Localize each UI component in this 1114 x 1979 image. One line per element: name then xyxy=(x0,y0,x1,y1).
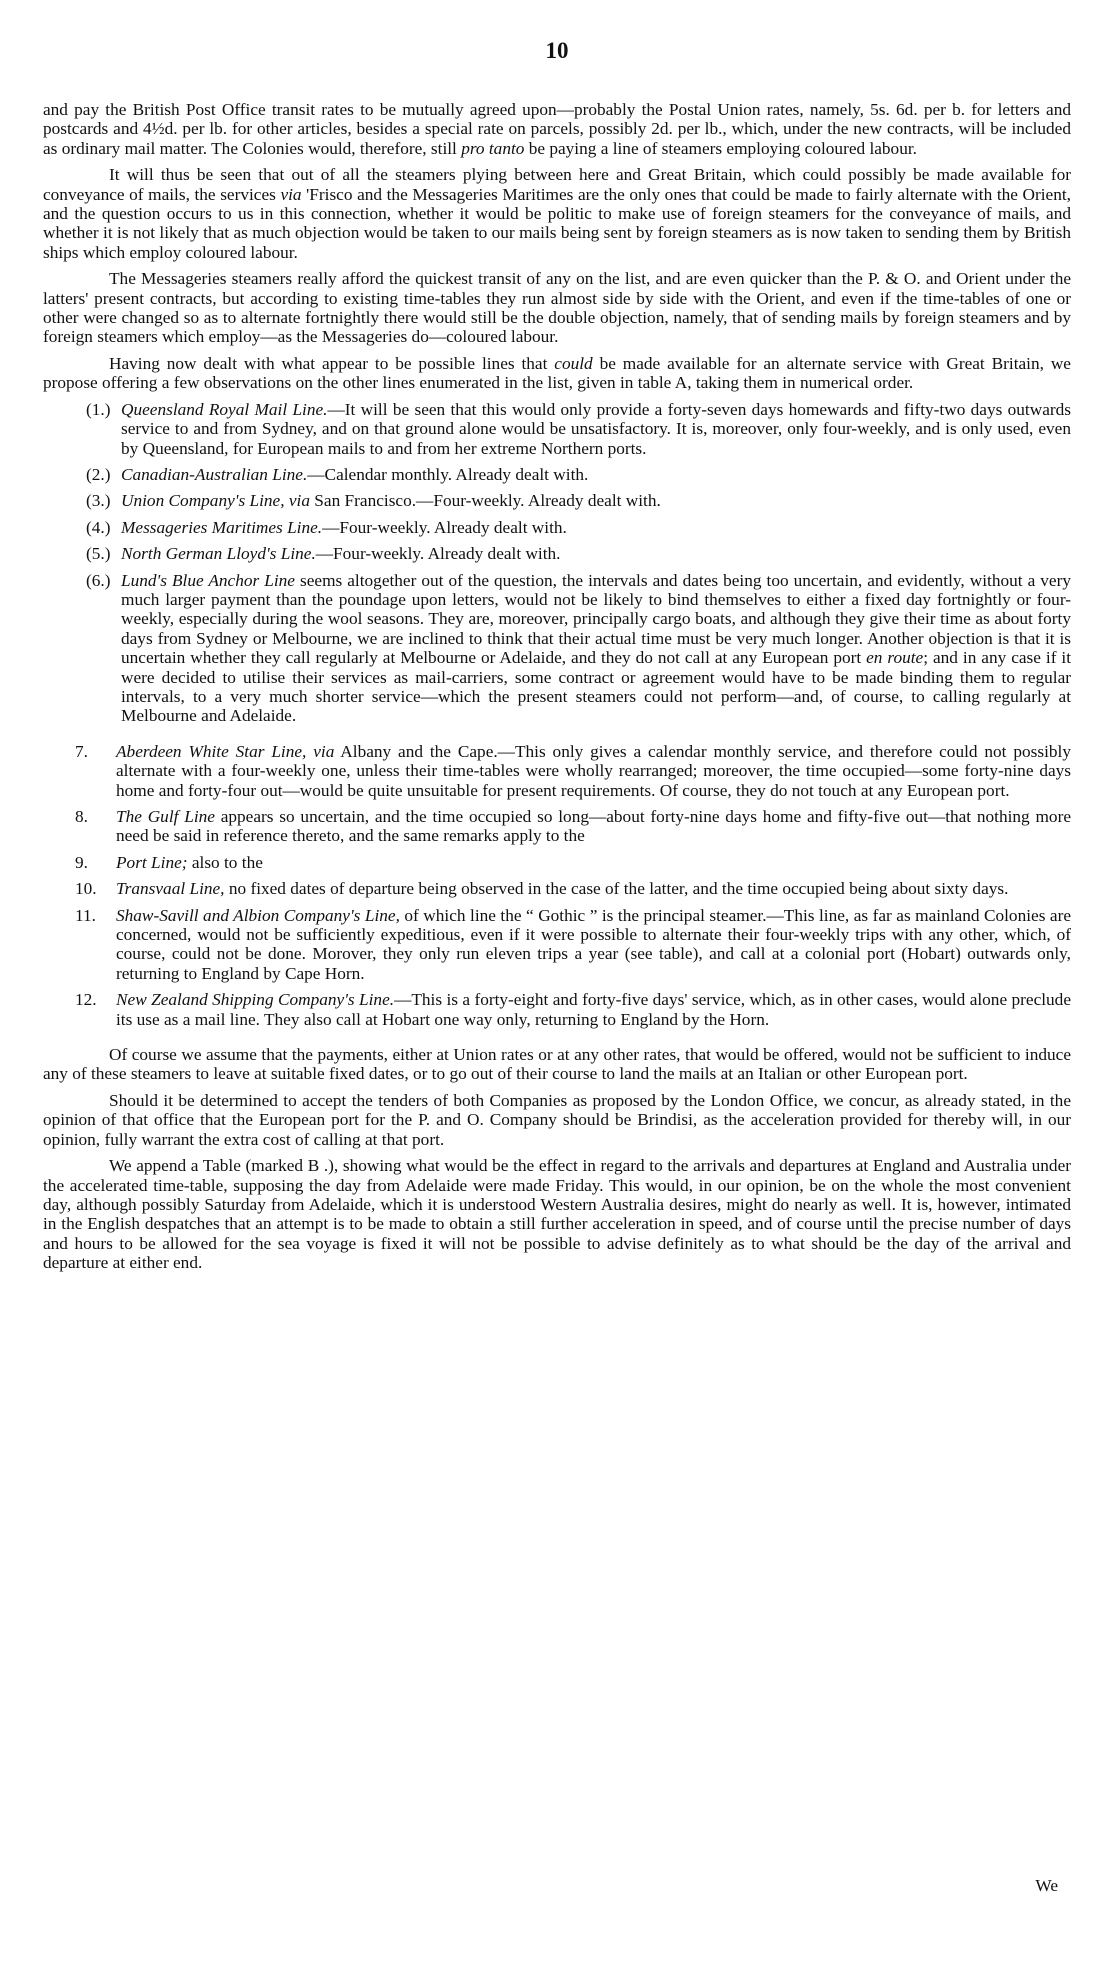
list-item xyxy=(43,906,1071,984)
item-text xyxy=(108,807,1071,846)
list-item xyxy=(43,400,1071,458)
item-number: 9. xyxy=(75,852,88,872)
item-number: 12. xyxy=(75,990,97,1010)
item-number: (2.) xyxy=(86,464,111,484)
italic-phrase: pro tanto xyxy=(461,138,525,158)
line-name: Lund's Blue Anchor Line xyxy=(121,570,295,590)
item-text xyxy=(108,853,1071,872)
catchword: We xyxy=(1035,1876,1058,1895)
paragraph-text: and pay the British Post Office transit rates to be mutually agreed upon—probably the Postal Union rates, namely, 5s. 6d. per b. for letters and postcards and 4½d. per lb. for other articles, besides a special rate on parcels, possibly 2d. per lb., which, under the new contracts, will be included as ordinary mail matter. The Colonies would, therefore, still xyxy=(43,100,1071,158)
body-text xyxy=(43,100,1071,1280)
item-text xyxy=(121,465,1071,484)
line-name: Canadian-Australian Line. xyxy=(121,464,308,484)
line-name: North German Lloyd's Line. xyxy=(121,544,316,564)
item-body: San Francisco.—Four-weekly. Already dealt with. xyxy=(309,491,661,511)
list-item xyxy=(43,544,1071,563)
item-text xyxy=(121,544,1071,563)
line-name: Queensland Royal Mail Line. xyxy=(121,399,328,419)
item-text xyxy=(108,742,1071,800)
item-body: also to the xyxy=(187,852,263,872)
paragraph-4 xyxy=(43,354,1071,393)
item-body: —Calendar monthly. Already dealt with. xyxy=(307,464,589,484)
item-body: —This is a forty-eight and forty-five days' service, which, as in other cases, would alone preclude its use as a mail line. They also call at Hobart one way only, returning to England by the Horn. xyxy=(116,990,1071,1029)
item-text xyxy=(121,491,1071,510)
item-number: 8. xyxy=(75,807,88,826)
item-text xyxy=(108,879,1071,898)
item-body: —It will be seen that this would only provide a forty-seven days homewards and fifty-two days outwards service to and from Sydney, and on that ground alone would be unsatisfactory. It is, moreover, only four-weekly, and is only used, even by Queensland, for European mails to and from her extreme Northern ports. xyxy=(121,399,1071,458)
paragraph-text: 'Frisco and the Messageries Maritimes are the only ones that could be made to fairly alternate with the Orient, and the question occurs to us in this connection, whether it would be politic to make use of foreign steamers for the conveyance of mails, and whether it is not likely that as much objection would be taken to our mails being sent by foreign steamers as is now taken to sending them by British ships which employ coloured labour. xyxy=(43,184,1071,262)
paragraph-text: be paying a line of steamers employing coloured labour. xyxy=(524,138,917,158)
line-name: Aberdeen White Star Line, via xyxy=(116,741,335,761)
paragraph-2 xyxy=(43,165,1071,262)
paragraph-text: It will thus be seen that out of all the steamers plying between here and Great Britain, which could possibly be made available for conveyance of mails, the services xyxy=(43,165,1071,204)
paragraph-6: Should it be determined to accept the tenders of both Companies as proposed by the London Office, we concur, as already stated, in the opinion of that office that the European port for the P. and O. Company should be Brindisi, as the acceleration provided for thereby will, in our opinion, fully warrant the extra cost of calling at that port. xyxy=(43,1090,1071,1149)
shipping-lines-list-a xyxy=(43,400,1071,726)
item-number: 11. xyxy=(75,905,96,925)
line-name: Messageries Maritimes Line. xyxy=(121,517,323,537)
list-item xyxy=(43,853,1071,872)
paragraph-3: The Messageries steamers really afford the quickest transit of any on the list, and are even quicker than the P. & O. and Orient under the latters' present contracts, but according to existing time-tables they run almost side by side with the Orient, and even if the time-tables of one or other were changed so as to alternate fortnightly there would still be the double objection, namely, that of sending mails by foreign steamers and by foreign steamers which employ—as the Messageries do—coloured labour. xyxy=(43,269,1071,347)
item-body: appears so uncertain, and the time occupied so long—about forty-nine days home and fifty-five out—that nothing more need be said in reference thereto, and the same remarks apply to the xyxy=(116,807,1071,846)
item-body: ; and in any case if it were decided to utilise their services as mail-carriers, some contract or agreement would have to be made binding them to regular intervals, to a very much shorter service—which the present steamers could not perform—and, of course, to calling regularly at Melbourne and Adelaide. xyxy=(121,648,1072,726)
paragraph-1 xyxy=(43,100,1071,158)
list-item xyxy=(43,807,1071,846)
item-text xyxy=(121,518,1071,537)
item-body: no fixed dates of departure being observed in the case of the latter, and the time occupied being about sixty days. xyxy=(224,879,1009,899)
list-item xyxy=(43,465,1071,484)
item-body: seems altogether out of the question, the intervals and dates being too uncertain, and evidently, without a very much larger payment than the poundage upon letters, would not be likely to bind themselves to either a fixed day fortnightly or four-weekly, especially during the wool seasons. They are, moreover, principally cargo boats, and although they give their time as about forty days from Sydney or Melbourne, we are inclined to think that their actual time must be very much longer. Another objection is that it is uncertain whether they call regularly at Melbourne or Adelaide, and they do not call at any European port xyxy=(121,570,1071,668)
list-item xyxy=(43,571,1071,726)
item-number: 10. xyxy=(75,879,97,899)
item-number: (5.) xyxy=(86,544,111,564)
line-name: Transvaal Line, xyxy=(116,879,225,899)
list-item xyxy=(43,518,1071,537)
item-text xyxy=(108,906,1071,984)
item-number: (1.) xyxy=(86,399,111,419)
item-text xyxy=(108,990,1071,1029)
line-name: Port Line; xyxy=(116,852,188,872)
italic-phrase: en route xyxy=(866,648,924,668)
list-item xyxy=(43,990,1071,1029)
paragraph-text: Having now dealt with what appear to be possible lines that xyxy=(109,353,555,373)
item-number: (6.) xyxy=(86,570,111,590)
item-body: —Four-weekly. Already dealt with. xyxy=(315,544,561,564)
item-number: (4.) xyxy=(86,517,111,537)
italic-phrase: via xyxy=(280,184,302,204)
item-text xyxy=(121,571,1071,726)
list-item xyxy=(43,742,1071,800)
item-number: (3.) xyxy=(86,491,111,511)
list-item xyxy=(43,879,1071,898)
list-item xyxy=(43,491,1071,510)
line-name: Shaw-Savill and Albion Company's Line, xyxy=(116,905,400,925)
paragraph-7: We append a Table (marked B .), showing what would be the effect in regard to the arrivals and departures at England and Australia under the accelerated time-table, supposing the day from Adelaide were made Friday. This would, in our opinion, be on the whole the most convenient day, although possibly Saturday from Adelaide, which it is understood Western Australia desires, might do nearly as well. It is, however, intimated in the English despatches that an attempt is to be made to obtain a still further acceleration in speed, and of course until the precise number of days and hours to be allowed for the sea voyage is fixed it will not be possible to advise definitely as to what should be the day of the arrival and departure at either end. xyxy=(43,1156,1071,1273)
italic-phrase: could xyxy=(554,353,593,373)
paragraph-text: be made available for an alternate service with Great Britain, we propose offering a few observations on the other lines enumerated in the list, given in table A, taking them in numerical order. xyxy=(43,353,1071,393)
paragraph-5: Of course we assume that the payments, either at Union rates or at any other rates, that would be offered, would not be sufficient to induce any of these steamers to leave at suitable fixed dates, or to go out of their course to land the mails at an Italian or other European port. xyxy=(43,1045,1071,1084)
item-text xyxy=(121,400,1071,458)
item-number: 7. xyxy=(75,741,88,761)
line-name: Union Company's Line, via xyxy=(121,491,310,511)
item-body: Albany and the Cape.—This only gives a calendar monthly service, and therefore could not possibly alternate with a four-weekly one, unless their time-tables were wholly rearranged; moreover, the time occupied—some forty-nine days home and forty-four out—would be quite unsuitable for present requirements. Of course, they do not touch at any European port. xyxy=(116,741,1071,800)
line-name: New Zealand Shipping Company's Line. xyxy=(116,990,395,1010)
item-body: of which line the “ Gothic ” is the principal steamer.—This line, as far as mainland Colonies are concerned, would not be sufficiently expeditious, even if it were possible to alternate their four-weekly trips with any other, which, of course, could not be done. Morover, they only run eleven trips a year (see table), and call at a colonial port (Hobart) outwards only, returning to England by Cape Horn. xyxy=(116,905,1072,983)
item-body: —Four-weekly. Already dealt with. xyxy=(322,517,567,537)
line-name: The Gulf Line xyxy=(116,807,215,826)
page-number: 10 xyxy=(545,38,569,63)
shipping-lines-list-b xyxy=(43,742,1071,1029)
